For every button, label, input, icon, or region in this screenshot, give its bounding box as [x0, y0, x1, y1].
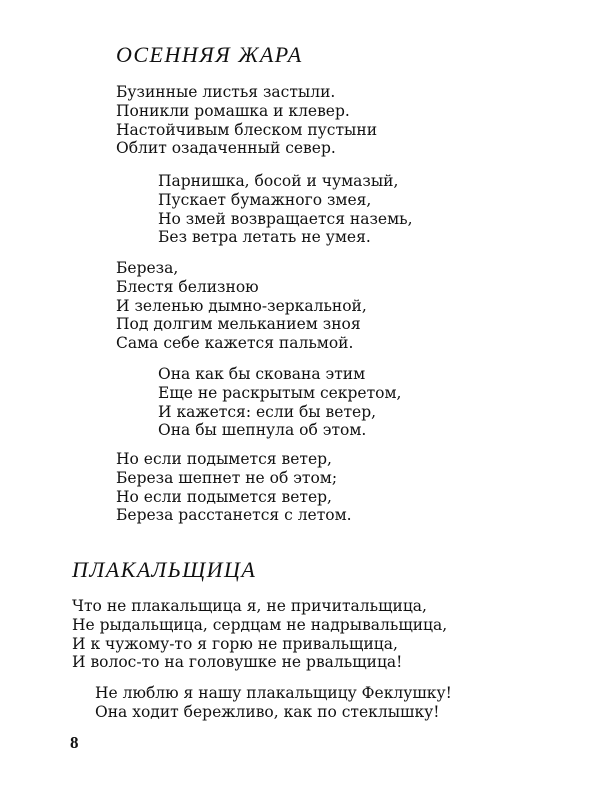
- poem-line: Блестя белизною: [116, 277, 259, 296]
- page-number: 8: [70, 733, 79, 752]
- poem-line: Она бы шепнула об этом.: [158, 421, 367, 440]
- poem-line: Настойчивым блеском пустыни: [116, 120, 378, 139]
- poem-line: Без ветра летать не умея.: [158, 228, 371, 247]
- poem-line: Не рыдальщица, сердцам не надрывальщица,: [72, 615, 448, 634]
- poem-line: Она ходит бережливо, как по стеклышку!: [95, 702, 440, 721]
- poem-line: Еще не раскрытым секретом,: [158, 383, 402, 402]
- poem-line: И зеленью дымно-зеркальной,: [116, 296, 367, 315]
- stanza: [158, 172, 413, 247]
- poem-line: Пускает бумажного змея,: [158, 190, 372, 209]
- poem-line: Береза,: [116, 259, 179, 277]
- poem-line: Сама себе кажется пальмой.: [116, 334, 354, 353]
- poem-line: Под долгим мельканием зноя: [116, 315, 361, 334]
- poem-line: Парнишка, босой и чумазый,: [158, 172, 399, 190]
- stanza: [72, 597, 447, 672]
- stanza: [116, 259, 367, 353]
- poem-line: Облит озадаченный север.: [116, 139, 336, 158]
- stanza: [116, 83, 377, 158]
- stanza: [95, 684, 452, 722]
- poem-line: Не люблю я нашу плакальщицу Феклушку!: [95, 684, 452, 702]
- stanza: [116, 450, 352, 525]
- poem-line: Она как бы скована этим: [158, 365, 366, 383]
- poem-line: Но если подымется ветер,: [116, 450, 332, 468]
- poem-line: Но если подымется ветер,: [116, 487, 332, 506]
- poem-line: Но змей возвращается наземь,: [158, 209, 413, 228]
- poem-title: ОСЕННЯЯ ЖАРА: [116, 42, 303, 67]
- poem-line: Поникли ромашка и клевер.: [116, 101, 350, 120]
- stanza: [158, 365, 401, 440]
- poem-title: ПЛАКАЛЬЩИЦА: [72, 557, 257, 582]
- poem-line: Что не плакальщица я, не причитальщица,: [72, 597, 427, 615]
- poem-line: И волос-то на головушке не рвальщица!: [72, 653, 403, 672]
- poem-line: Бузинные листья застыли.: [116, 83, 336, 101]
- poem-line: Береза шепнет не об этом;: [116, 468, 338, 487]
- poem-line: И к чужому-то я горю не привальщица,: [72, 634, 398, 653]
- poem-line: Береза расстанется с летом.: [116, 506, 352, 525]
- poem-line: И кажется: если бы ветер,: [158, 402, 377, 421]
